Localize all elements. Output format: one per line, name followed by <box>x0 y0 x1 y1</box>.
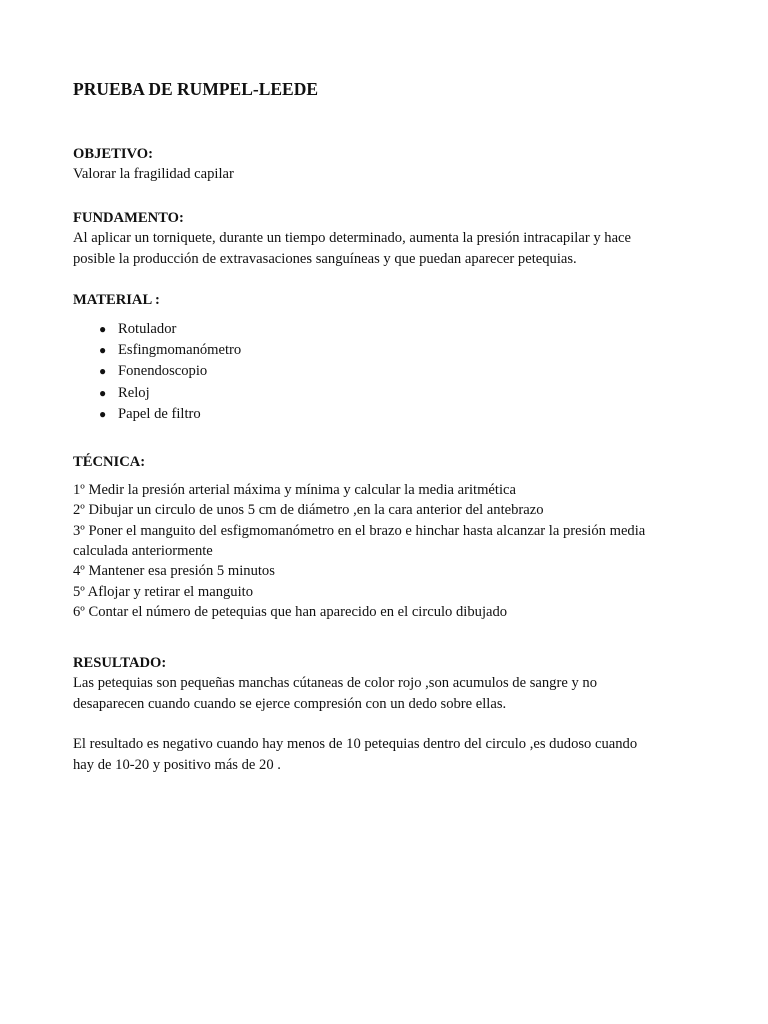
bullet-icon: ● <box>99 343 107 358</box>
material-item-label: Reloj <box>118 384 150 401</box>
resultado-p1-line-2: desaparecen cuando cuando se ejerce compresión con un dedo sobre ellas. <box>73 695 507 712</box>
tecnica-steps <box>73 480 713 622</box>
objetivo-text: Valorar la fragilidad capilar <box>73 166 234 182</box>
tecnica-heading: TÉCNICA: <box>73 454 146 471</box>
tecnica-step: 5º Aflojar y retirar el manguito <box>73 583 253 600</box>
list-item <box>99 404 713 425</box>
fundamento-heading: FUNDAMENTO: <box>73 210 184 226</box>
list-item <box>99 361 713 382</box>
fundamento-line-1: Al aplicar un torniquete, durante un tiempo determinado, aumenta la presión intracapilar y hace <box>73 230 631 246</box>
resultado-heading: RESULTADO: <box>73 655 167 672</box>
tecnica-step: calculada anteriormente <box>73 542 213 559</box>
objetivo-heading: OBJETIVO: <box>73 146 153 162</box>
material-heading: MATERIAL : <box>73 292 160 308</box>
bullet-icon: ● <box>99 406 107 421</box>
resultado-paragraph-2 <box>73 734 713 775</box>
resultado-p2-line-2: hay de 10-20 y positivo más de 20 . <box>73 756 281 773</box>
resultado-p1-line-1: Las petequias son pequeñas manchas cútaneas de color rojo ,son acumulos de sangre y no <box>73 675 597 692</box>
list-item <box>99 319 713 340</box>
document-page <box>73 78 713 775</box>
fundamento-line-2: posible la producción de extravasaciones sanguíneas y que puedan aparecer petequias. <box>73 250 577 267</box>
section-tecnica <box>73 452 713 622</box>
bullet-icon: ● <box>99 385 107 400</box>
section-material <box>73 290 713 425</box>
tecnica-step: 1º Medir la presión arterial máxima y mínima y calcular la media aritmética <box>73 482 516 499</box>
material-item-label: Rotulador <box>118 321 177 337</box>
section-resultado <box>73 653 713 775</box>
document-title: PRUEBA DE RUMPEL-LEEDE <box>73 79 319 99</box>
section-fundamento <box>73 208 713 269</box>
list-item <box>99 340 713 361</box>
tecnica-step: 3º Poner el manguito del esfigmomanómetro en el brazo e hinchar hasta alcanzar la presión media <box>73 522 646 539</box>
tecnica-step: 2º Dibujar un circulo de unos 5 cm de diámetro ,en la cara anterior del antebrazo <box>73 502 544 519</box>
tecnica-step: 6º Contar el número de petequias que han aparecido en el circulo dibujado <box>73 603 508 620</box>
tecnica-step: 4º Mantener esa presión 5 minutos <box>73 563 275 580</box>
material-item-label: Papel de filtro <box>118 405 201 422</box>
list-item <box>99 383 713 404</box>
bullet-icon: ● <box>99 322 107 336</box>
section-objetivo <box>73 144 713 184</box>
bullet-icon: ● <box>99 364 107 379</box>
material-list <box>73 319 713 425</box>
resultado-p2-line-1: El resultado es negativo cuando hay menos de 10 petequias dentro del circulo ,es dudoso cuando <box>73 736 638 753</box>
material-item-label: Fonendoscopio <box>118 363 208 380</box>
material-item-label: Esfingmomanómetro <box>118 342 242 359</box>
